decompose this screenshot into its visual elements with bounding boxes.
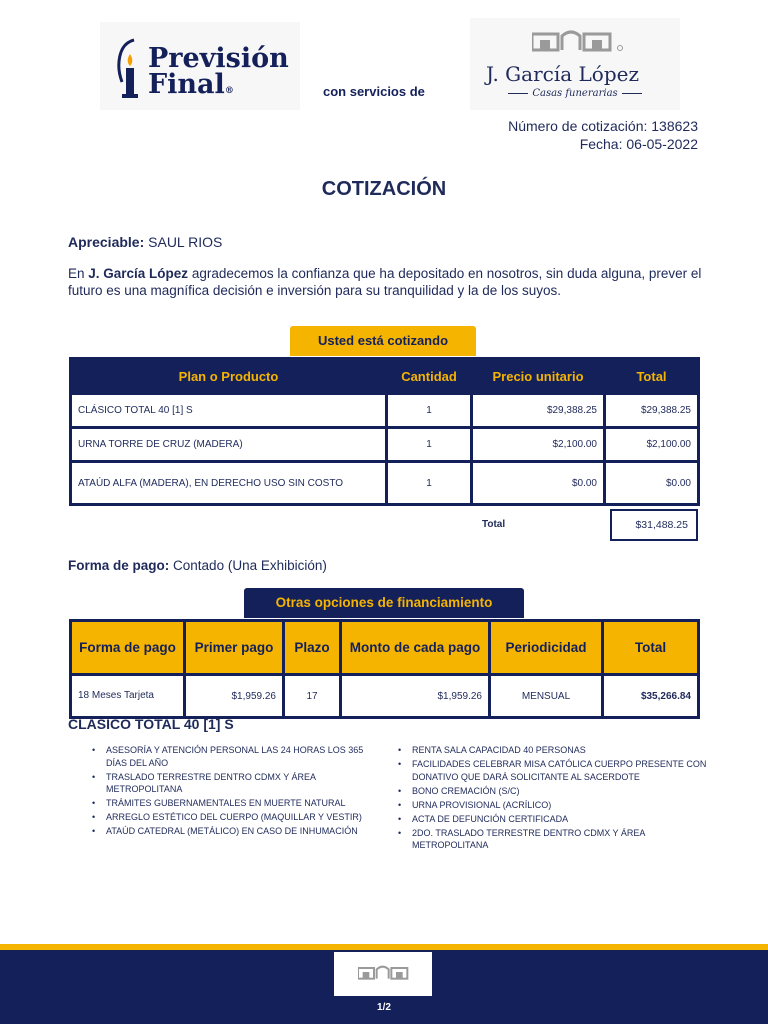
row-quantity: 1 xyxy=(388,429,470,460)
row-quantity: 1 xyxy=(388,395,470,426)
tagline-rule-left xyxy=(508,93,528,94)
brand-line-2-text: Final xyxy=(148,69,225,100)
quote-meta xyxy=(508,117,698,153)
tagline-rule-right xyxy=(622,93,642,94)
col-total: Total xyxy=(606,360,697,392)
row-unit-price: $0.00 xyxy=(473,463,603,503)
row-total: $0.00 xyxy=(606,463,697,503)
grand-total-label: Total xyxy=(482,519,506,530)
partner-tagline-row xyxy=(500,88,650,99)
fin-first-payment: $1,959.26 xyxy=(186,676,282,716)
quote-number: Número de cotización: 138623 xyxy=(508,118,698,134)
row-total: $2,100.00 xyxy=(606,429,697,460)
list-item: • ACTA DE DEFUNCIÓN CERTIFICADA xyxy=(396,813,708,826)
page-number: 1/2 xyxy=(377,1002,391,1013)
building-icon xyxy=(358,964,410,980)
list-item: • BONO CREMACIÓN (S/C) xyxy=(396,785,708,798)
list-item: • TRASLADO TERRESTRE DENTRO CDMX Y ÁREA METROPOLITANA xyxy=(90,771,380,796)
fin-total: $35,266.84 xyxy=(604,676,697,716)
quote-date: Fecha: 06-05-2022 xyxy=(579,136,698,152)
footer-logo xyxy=(334,952,432,996)
customer-name: SAUL RIOS xyxy=(148,234,223,250)
row-unit-price: $29,388.25 xyxy=(473,395,603,426)
brand-line-1: Previsión xyxy=(148,43,289,74)
services-connector-text: con servicios de xyxy=(323,84,425,99)
registered-mark: ® xyxy=(224,86,234,96)
prevision-final-logo xyxy=(100,22,300,110)
col-unit-price: Precio unitario xyxy=(473,360,603,392)
col-fin-total: Total xyxy=(604,622,697,673)
fin-payment-form: 18 Meses Tarjeta xyxy=(72,676,183,716)
candle-icon xyxy=(112,36,142,100)
quote-table-header xyxy=(72,360,697,392)
col-plan-product: Plan o Producto xyxy=(72,360,385,392)
row-quantity: 1 xyxy=(388,463,470,503)
intro-paragraph xyxy=(68,265,708,299)
col-installment: Monto de cada pago xyxy=(342,622,488,673)
list-item: • TRÁMITES GUBERNAMENTALES EN MUERTE NATURAL xyxy=(90,797,380,810)
list-item: • ASESORÍA Y ATENCIÓN PERSONAL LAS 24 HORAS LOS 365 DÍAS DEL AÑO xyxy=(90,744,380,769)
intro-prefix: En xyxy=(68,266,89,281)
greeting xyxy=(68,234,222,250)
table-row xyxy=(72,395,697,426)
table-row xyxy=(72,429,697,460)
financing-table-header xyxy=(72,622,697,673)
row-product: URNA TORRE DE CRUZ (MADERA) xyxy=(72,429,385,460)
fin-periodicity: MENSUAL xyxy=(491,676,601,716)
col-term: Plazo xyxy=(285,622,339,673)
list-item: • 2DO. TRASLADO TERRESTRE DENTRO CDMX Y ÁREA METROPOLITANA xyxy=(396,827,708,852)
fin-term: 17 xyxy=(285,676,339,716)
payment-method xyxy=(68,558,327,573)
document-title: COTIZACIÓN xyxy=(321,178,447,200)
list-item: • ATAÚD CATEDRAL (METÁLICO) EN CASO DE INHUMACIÓN xyxy=(90,825,380,838)
col-periodicity: Periodicidad xyxy=(491,622,601,673)
partner-tagline: Casas funerarias xyxy=(532,88,618,99)
col-payment-form: Forma de pago xyxy=(72,622,183,673)
table-row xyxy=(72,676,697,716)
row-product: ATAÚD ALFA (MADERA), EN DERECHO USO SIN COSTO xyxy=(72,463,385,503)
grand-total-value: $31,488.25 xyxy=(610,509,698,541)
plan-title: CLÁSICO TOTAL 40 [1] S xyxy=(68,716,234,732)
brand-name xyxy=(148,43,289,104)
row-unit-price: $2,100.00 xyxy=(473,429,603,460)
row-product: CLÁSICO TOTAL 40 [1] S xyxy=(72,395,385,426)
financing-banner: Otras opciones de financiamiento xyxy=(244,588,524,618)
financing-table xyxy=(69,619,700,719)
intro-company: J. García López xyxy=(88,266,189,281)
payment-value: Contado (Una Exhibición) xyxy=(173,558,327,573)
fin-installment: $1,959.26 xyxy=(342,676,488,716)
brand-line-2 xyxy=(148,69,289,104)
intro-text: agradecemos la confianza que ha depositado en nosotros, sin duda alguna, prever el futuro es una magnífica decisión e inversión para su tranquilidad y la de los suyos. xyxy=(68,266,702,298)
list-item: • ARREGLO ESTÉTICO DEL CUERPO (MAQUILLAR Y VESTIR) xyxy=(90,811,380,824)
quote-table xyxy=(69,357,700,506)
col-quantity: Cantidad xyxy=(388,360,470,392)
features-left-list xyxy=(90,744,380,839)
list-item: • FACILIDADES CELEBRAR MISA CATÓLICA CUERPO PRESENTE CON DONATIVO QUE DARÁ SOLICITANTE AL SACERDOTE xyxy=(396,758,708,783)
building-icon xyxy=(532,28,628,52)
table-row xyxy=(72,463,697,503)
payment-label: Forma de pago: xyxy=(68,558,170,573)
partner-name: J. García López xyxy=(486,62,640,86)
row-total: $29,388.25 xyxy=(606,395,697,426)
list-item: • URNA PROVISIONAL (ACRÍLICO) xyxy=(396,799,708,812)
quoting-banner: Usted está cotizando xyxy=(290,326,476,356)
list-item: • RENTA SALA CAPACIDAD 40 PERSONAS xyxy=(396,744,708,757)
col-first-payment: Primer pago xyxy=(186,622,282,673)
features-right-list xyxy=(396,744,708,853)
greeting-label: Apreciable: xyxy=(68,234,145,250)
garcia-lopez-logo xyxy=(470,18,680,110)
